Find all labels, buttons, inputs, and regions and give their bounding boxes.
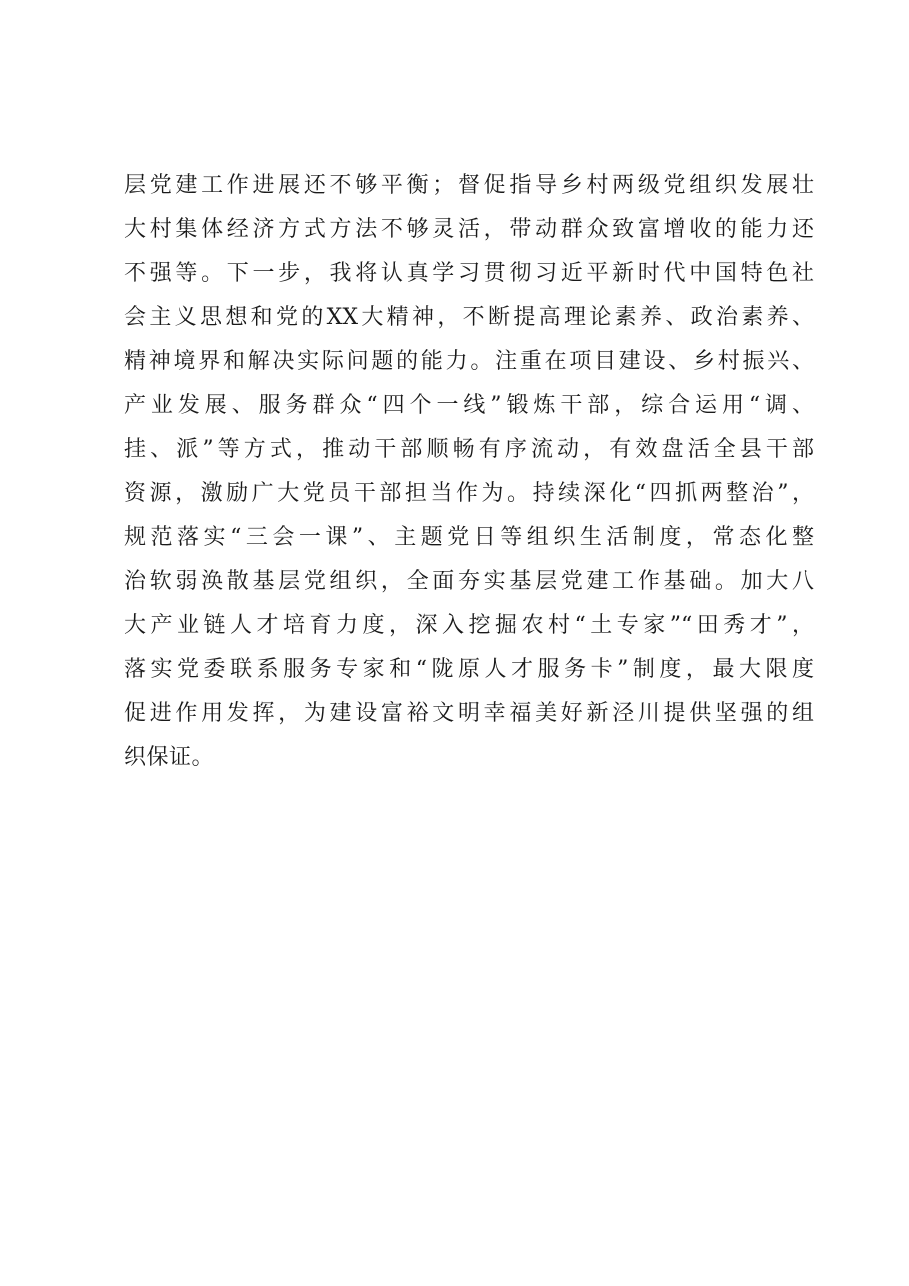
text-line-4: 会主义思想和党的XX大精神，不断提高理论素养、政治素养、 [124,305,814,330]
text-line-1: 层党建工作进展还不够平衡；督促指导乡村两级党组织发展壮 [124,173,814,198]
text-line-9: 规范落实“三会一课”、主题党日等组织生活制度，常态化整 [124,525,814,550]
text-line-2: 大村集体经济方式方法不够灵活，带动群众致富增收的能力还 [124,217,814,242]
text-line-3: 不强等。下一步，我将认真学习贯彻习近平新时代中国特色社 [124,261,814,286]
text-line-8: 资源，激励广大党员干部担当作为。持续深化“四抓两整治”， [124,481,814,506]
text-line-14: 织保证。 [124,745,215,770]
text-line-13: 促进作用发挥，为建设富裕文明幸福美好新泾川提供坚强的组 [124,701,814,726]
text-line-7: 挂、派”等方式，推动干部顺畅有序流动，有效盘活全县干部 [124,437,814,462]
text-line-5: 精神境界和解决实际问题的能力。注重在项目建设、乡村振兴、 [124,349,814,374]
body-paragraph [124,164,814,780]
text-line-6: 产业发展、服务群众“四个一线”锻炼干部，综合运用“调、 [124,393,814,418]
text-line-12: 落实党委联系服务专家和“陇原人才服务卡”制度，最大限度 [124,657,814,682]
text-line-10: 治软弱涣散基层党组织，全面夯实基层党建工作基础。加大八 [124,569,814,594]
text-line-11: 大产业链人才培育力度，深入挖掘农村“土专家”“田秀才”， [124,613,814,638]
